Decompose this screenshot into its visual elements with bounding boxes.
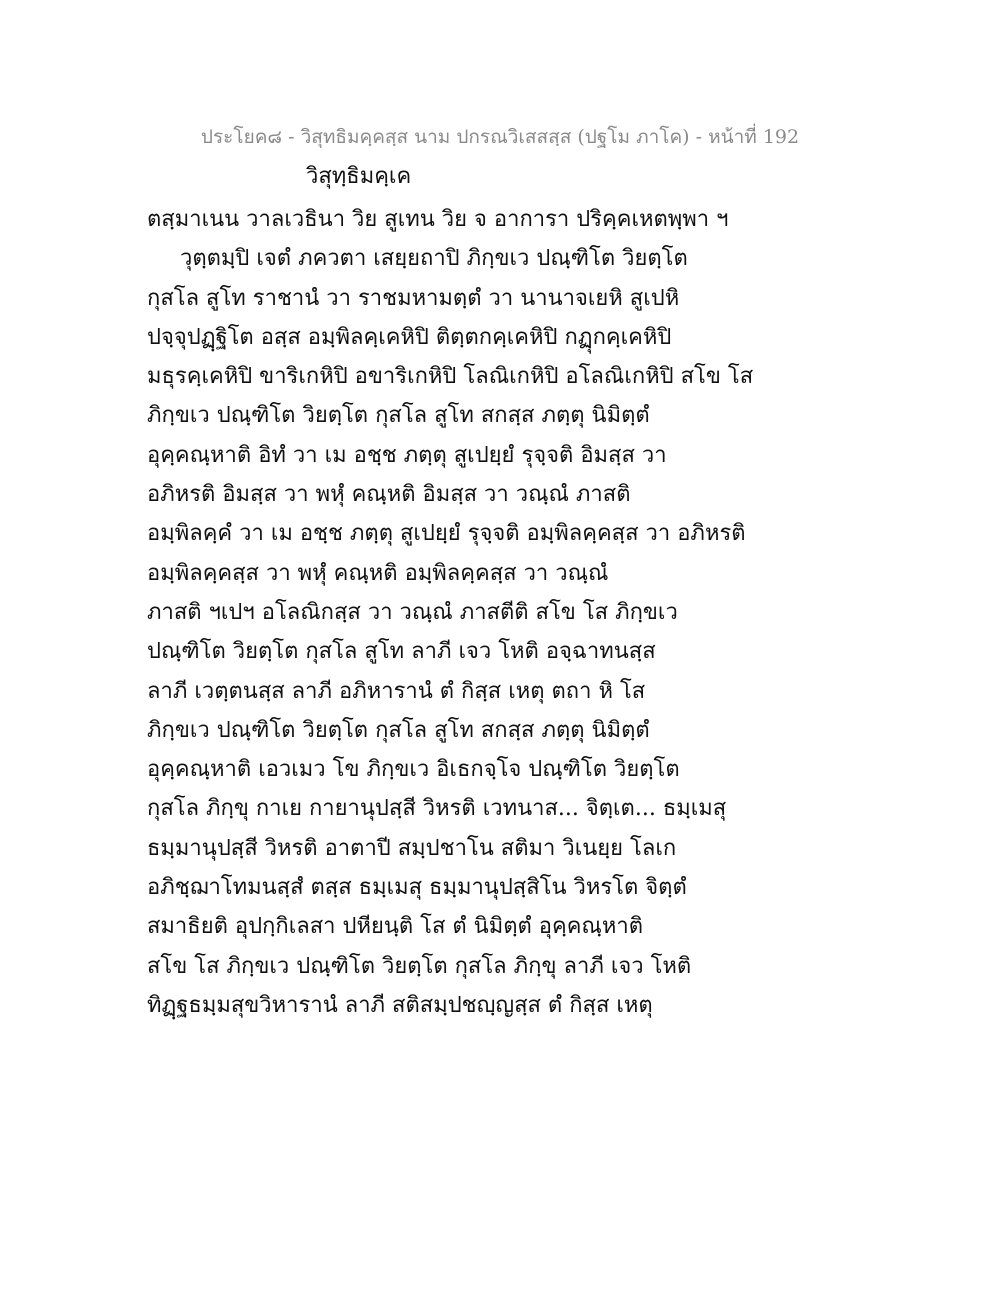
text-line: สโข โส ภิกฺขเว ปณฺฑิโต วิยตฺโต กุสโล ภิกฺขุ ลาภี เจว โหติ — [147, 953, 692, 979]
text-line: กุสโล สูโท ราชานํ วา ราชมหามตฺตํ วา นานาจเยหิ สูเปหิ — [147, 285, 680, 311]
text-line: อุคฺคณฺหาติ อิทํ วา เม อชฺช ภตฺตุ สูเปยฺยํ รุจฺจติ อิมสฺส วา — [147, 442, 667, 468]
text-line: ภาสติ ฯเปฯ อโลณิกสฺส วา วณฺณํ ภาสตีติ สโข โส ภิกฺขเว — [147, 599, 678, 625]
text-line: วุตฺตมฺปิ เจตํ ภควตา เสยฺยถาปิ ภิกฺขเว ปณฺฑิโต วิยตฺโต — [180, 246, 688, 272]
text-line: กุสโล ภิกฺขุ กาเย กายานุปสฺสี วิหรติ เวทนาส... จิตฺเต... ธมฺเมสุ — [147, 796, 727, 822]
text-line: ภิกฺขเว ปณฺฑิโต วิยตฺโต กุสโล สูโท สกสฺส ภตฺตุ นิมิตฺตํ — [147, 403, 650, 429]
running-header: ประโยค๘ - วิสุทธิมคฺคสฺส นาม ปกรณวิเสสสฺส (ปฐโม ภาโค) - หน้าที่ 192 — [200, 126, 800, 148]
text-line: สมาธิยติ อุปกฺกิเลสา ปหียนฺติ โส ตํ นิมิตฺตํ อุคฺคณฺหาติ — [147, 914, 643, 940]
body-text — [147, 200, 847, 1025]
text-line: ตสฺมาเนน วาลเวธินา วิย สูเทน วิย จ อาการา ปริคฺคเหตพฺพา ฯ — [147, 207, 729, 232]
text-line: อมฺพิลคฺคํ วา เม อชฺช ภตฺตุ สูเปยฺยํ รุจฺจติ อมฺพิลคฺคสฺส วา อภิหรติ — [147, 521, 746, 547]
text-line: ภิกฺขเว ปณฺฑิโต วิยตฺโต กุสโล สูโท สกสฺส ภตฺตุ นิมิตฺตํ — [147, 717, 650, 743]
text-line: อภิหรติ อิมสฺส วา พหุํ คณฺหติ อิมสฺส วา วณฺณํ ภาสติ — [147, 482, 631, 508]
text-line: ปณฺฑิโต วิยตฺโต กุสโล สูโท ลาภี เจว โหติ อจฺฉาทนสฺส — [147, 639, 656, 665]
text-line: อมฺพิลคฺคสฺส วา พหุํ คณฺหติ อมฺพิลคฺคสฺส วา วณฺณํ — [147, 560, 609, 586]
text-line: ทิฏฺฐธมฺมสุขวิหารานํ ลาภี สติสมฺปชญฺญสฺส ตํ กิสฺส เหตุ — [147, 992, 653, 1018]
text-line: อุคฺคณฺหาติ เอวเมว โข ภิกฺขเว อิเธกจฺโจ ปณฺฑิโต วิยตฺโต — [147, 757, 680, 783]
text-line: อภิชฺฌาโทมนสฺสํ ตสฺส ธมฺเมสุ ธมฺมานุปสฺสิโน วิหรโต จิตฺตํ — [147, 875, 687, 901]
text-line: ปจฺจุปฏฺฐิโต อสฺส อมฺพิลคฺเคหิปิ ติตฺตกคฺเคหิปิ กฏุกคฺเคหิปิ — [147, 324, 672, 350]
text-line: ลาภี เวตฺตนสฺส ลาภี อภิหารานํ ตํ กิสฺส เหตุ ตถา หิ โส — [147, 678, 646, 704]
text-line: มธุรคฺเคหิปิ ขาริเกหิปิ อขาริเกหิปิ โลณิเกหิปิ อโลณิเกหิปิ สโข โส — [147, 364, 754, 390]
text-line: ธมฺมานุปสฺสี วิหรติ อาตาปี สมฺปชาโน สติมา วิเนยฺย โลเก — [147, 835, 677, 861]
section-title: วิสุทฺธิมคฺเค — [306, 164, 412, 189]
